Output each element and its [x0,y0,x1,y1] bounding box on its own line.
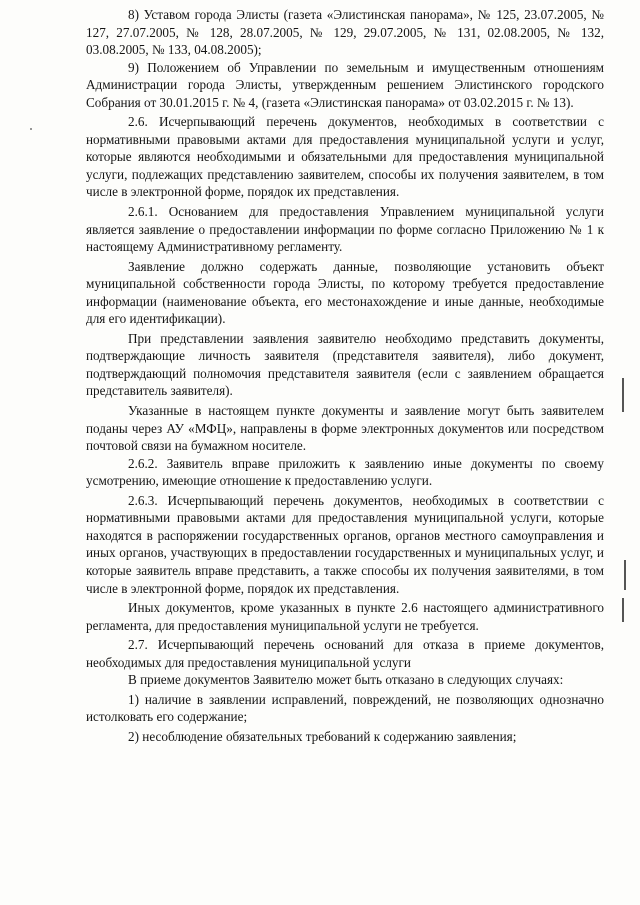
paragraph-charter: 8) Уставом города Элисты (газета «Элистинская панорама», № 125, 23.07.2005, № 127, 27.07.2005, № 128, 28.07.2005, № 129, 29.07.2005, № 131, 02.08.2005, № 132, 03.08.2005, № 133, 04.08.2005); [86,7,604,58]
paragraph-2-7: 2.7. Исчерпывающий перечень оснований для отказа в приеме документов, необходимых для предоставления муниципальной услуги [86,637,604,670]
paragraph-2-6-1: 2.6.1. Основанием для предоставления Управлением муниципальной услуги является заявление о предоставлении информации по форме согласно Приложению № 1 к настоящему Административному регламенту. [86,204,604,255]
scan-speck [30,128,32,130]
paragraph-regulation: 9) Положением об Управлении по земельным и имущественным отношениям Администрации города Элисты, утвержденным решением Элистинского городского Собрания от 30.01.2015 г. № 4, (газета «Элистинская панорама» от 03.02.2015 г. № 13). [86,59,604,110]
list-item-2: 2) несоблюдение обязательных требований к содержанию заявления; [128,728,517,744]
scan-edge-mark [624,560,626,590]
list-item-1: 1) наличие в заявлении исправлений, повреждений, не позволяющих однозначно истолковать его содержание; [86,691,604,725]
paragraph-identity-documents: При представлении заявления заявителю необходимо представить документы, подтверждающие личность заявителя (представителя заявителя), либо документ, подтверждающий полномочия представителя заявителя (если с заявлением обращается представитель заявителя). [86,330,604,399]
scan-edge-mark [622,378,624,412]
paragraph-2-6-2: 2.6.2. Заявитель вправе приложить к заявлению иные документы по своему усмотрению, имеющие отношение к предоставлению услуги. [86,455,604,489]
paragraph-submission-methods: Указанные в настоящем пункте документы и заявление могут быть заявителем поданы через АУ «МФЦ», направлены в форме электронных документов или посредством почтовой связи на бумажном носителе. [86,403,604,454]
paragraph-refusal-cases: В приеме документов Заявителю может быть отказано в следующих случаях: [128,672,564,688]
paragraph-no-other-documents: Иных документов, кроме указанных в пункте 2.6 настоящего административного регламента, для предоставления муниципальной услуги не требуется. [86,600,604,633]
paragraph-2-6: 2.6. Исчерпывающий перечень документов, необходимых в соответствии с нормативными правовыми актами для предоставления муниципальной услуги и услуг, которые являются необходимыми и обязательными для предоставления муниципальной услуги, подлежащих представлению заявителем, способы их получения заявителем, в том числе в электронной форме, порядок их представления. [86,114,604,200]
paragraph-application-content: Заявление должно содержать данные, позволяющие установить объект муниципальной собственности города Элисты, по которому требуется предоставление информации (наименование объекта, его местонахождение и иные данные, необходимые для его идентификации). [86,258,604,327]
scan-edge-mark [622,598,624,622]
paragraph-2-6-3: 2.6.3. Исчерпывающий перечень документов, необходимых в соответствии с нормативными правовыми актами для предоставления муниципальной услуги, которые находятся в распоряжении государственных органов, органов местного самоуправления и иных органов, участвующих в предоставлении государственных и муниципальных услуг, и которые заявитель вправе представить, а также способы их получения заявителями, в том числе в электронной форме, порядок их представления. [86,492,604,596]
document-page [86,6,604,745]
